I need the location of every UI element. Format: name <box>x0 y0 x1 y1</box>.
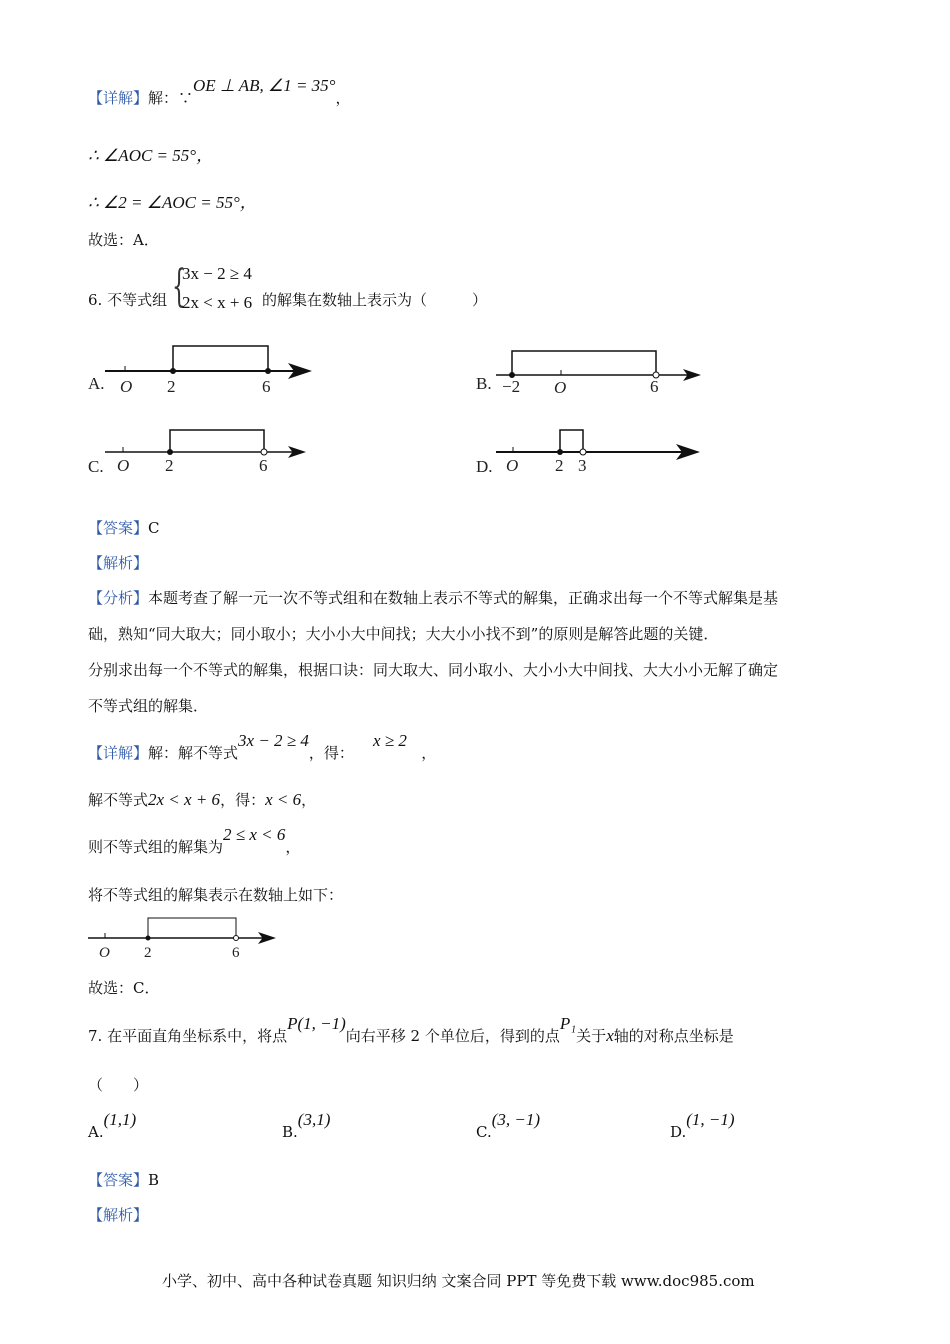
q7-option-a[interactable] <box>88 1110 137 1142</box>
q6-stem-suffix: 的解集在数轴上表示为（ ） <box>262 291 488 309</box>
option-b[interactable] <box>476 351 698 397</box>
q5-step-1: ∴ ∠AOC = 55°， <box>88 146 214 165</box>
option-label: D. <box>670 1123 687 1141</box>
option-value: (1, −1) <box>686 1110 735 1129</box>
tick-label: 2 <box>167 377 176 396</box>
detail-tag: 【详解】 <box>88 89 149 107</box>
text: 解：解不等式 <box>148 744 239 762</box>
tick-label: 6 <box>650 377 659 396</box>
math: x ≥ 2 <box>372 731 407 750</box>
option-value: (3, −1) <box>491 1110 541 1129</box>
open-point <box>261 449 267 455</box>
option-d[interactable] <box>476 430 696 476</box>
inequality-2: 2x < x + 6 <box>182 293 253 312</box>
option-label: B. <box>282 1123 298 1141</box>
q7-option-c[interactable] <box>476 1110 541 1142</box>
tick-label: 2 <box>144 945 152 961</box>
text: ，得： <box>308 744 354 762</box>
option-label: A. <box>88 374 105 393</box>
closed-point <box>170 368 176 374</box>
tick-label: −2 <box>502 377 521 396</box>
math: x <box>606 1026 614 1045</box>
detail-line-3 <box>88 825 301 857</box>
text: ， <box>301 791 317 809</box>
option-c[interactable] <box>88 430 303 476</box>
answer-tag: 【答案】 <box>88 519 149 537</box>
text: 向右平移 2 个单位后，得到的点 <box>345 1027 560 1045</box>
closed-point <box>265 368 271 374</box>
open-point <box>234 936 239 941</box>
text: 7. 在平面直角坐标系中，将点 <box>88 1027 288 1045</box>
tick-label: 6 <box>262 377 271 396</box>
solution-number-line <box>88 918 273 961</box>
math: OE ⊥ AB, ∠1 = 35° <box>193 76 336 95</box>
tick-label: 6 <box>232 945 240 961</box>
interval-bracket <box>148 918 236 938</box>
q7-option-b[interactable] <box>282 1110 331 1142</box>
analysis-tag: 【解析】 <box>88 1206 149 1224</box>
q7-paren: （ ） <box>88 1076 149 1094</box>
tick-label: 3 <box>578 456 587 475</box>
option-a[interactable] <box>88 346 308 396</box>
text: 解：∵ <box>148 89 194 107</box>
text: 轴的对称点坐标是 <box>613 1027 734 1045</box>
q7-stem <box>88 1014 734 1046</box>
math: 3x − 2 ≥ 4 <box>238 731 309 750</box>
math: P₁ <box>559 1014 577 1033</box>
text: 解不等式 <box>88 791 149 809</box>
fenxi-line: 不等式组的解集． <box>88 697 209 715</box>
detail-tag: 【详解】 <box>88 744 149 762</box>
interval-bracket <box>173 346 268 371</box>
option-value: (1,1) <box>103 1110 137 1129</box>
option-value: (3,1) <box>297 1110 331 1129</box>
answer-tag: 【答案】 <box>88 1171 149 1189</box>
origin-label: O <box>506 456 519 475</box>
text: ， <box>285 838 301 856</box>
q5-step-2: ∴ ∠2 = ∠AOC = 55°， <box>88 193 257 212</box>
analysis-tag: 【解析】 <box>88 554 149 572</box>
detail-line-2 <box>88 790 316 810</box>
origin-label: O <box>117 456 130 475</box>
answer-value: C <box>148 519 160 537</box>
text: 关于 <box>576 1027 607 1045</box>
closed-point <box>146 936 151 941</box>
option-label: C. <box>88 457 104 476</box>
q5-choice: 故选：A． <box>88 231 159 249</box>
origin-label: O <box>120 377 133 396</box>
math: x < 6 <box>265 790 302 809</box>
option-label: B. <box>476 374 492 393</box>
interval-bracket <box>512 351 656 375</box>
q6-choice: 故选：C． <box>88 979 160 997</box>
open-point <box>580 449 586 455</box>
interval-bracket <box>560 430 583 452</box>
option-label: A. <box>88 1123 104 1141</box>
origin-label: O <box>554 378 567 397</box>
tick-label: 2 <box>165 456 174 475</box>
detail-line-4: 将不等式组的解集表示在数轴上如下： <box>88 886 344 904</box>
inequality-1: 3x − 2 ≥ 4 <box>182 264 252 283</box>
fenxi-line: 础，熟知“同大取大；同小取小；大小小大中间找；大大小小找不到”的原则是解答此题的关键． <box>88 625 719 643</box>
origin-label: O <box>99 945 110 961</box>
q6-stem-prefix: 6. 不等式组 <box>88 291 168 309</box>
math: 2 ≤ x < 6 <box>223 825 286 844</box>
q6-answer <box>88 518 160 538</box>
closed-point <box>557 449 563 455</box>
fenxi-line: 分别求出每一个不等式的解集，根据口诀：同大取大、同小取小、大小小大中间找、大大小小无解了确定 <box>88 661 779 679</box>
text: ，得： <box>220 791 266 809</box>
detail-line-1 <box>88 731 437 763</box>
footer: 小学、初中、高中各种试卷真题 知识归纳 文案合同 PPT 等免费下载 www.doc985.com <box>162 1272 755 1290</box>
closed-point <box>167 449 173 455</box>
option-label: D. <box>476 457 493 476</box>
text: 本题考查了解一元一次不等式组和在数轴上表示不等式的解集，正确求出每一个不等式解集是基 <box>148 589 779 607</box>
q7-answer <box>88 1170 159 1190</box>
tick-label: 2 <box>555 456 564 475</box>
text: ， <box>421 744 437 762</box>
text: ， <box>335 89 351 107</box>
math: P(1, −1) <box>287 1014 346 1033</box>
fenxi-line <box>88 588 778 608</box>
answer-value: B <box>148 1171 160 1189</box>
text: 则不等式组的解集为 <box>88 838 224 856</box>
math: 2x < x + 6 <box>148 790 221 809</box>
tick-label: 6 <box>259 456 268 475</box>
option-label: C. <box>476 1123 492 1141</box>
fenxi-tag: 【分析】 <box>88 589 149 607</box>
interval-bracket <box>170 430 264 452</box>
q7-option-d[interactable] <box>670 1110 735 1142</box>
brace-icon: { <box>172 261 186 312</box>
